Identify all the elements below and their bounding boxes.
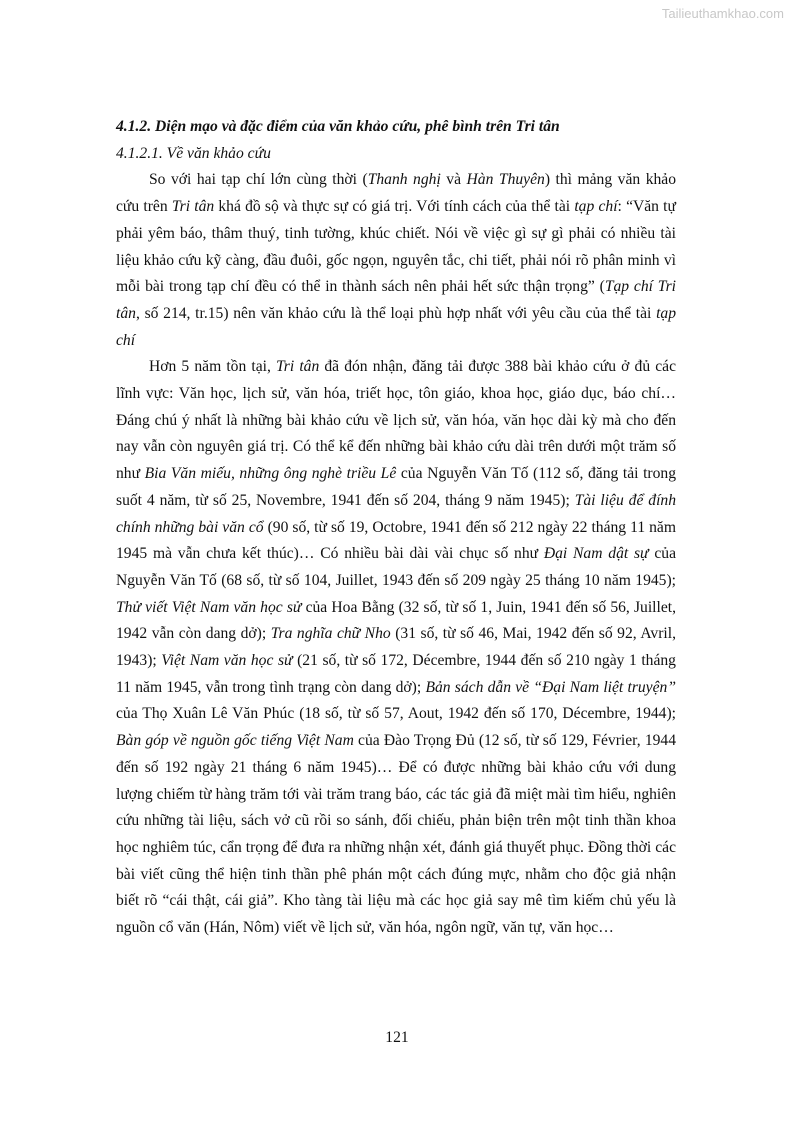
italic-text-run: Tra nghĩa chữ Nho <box>270 625 391 643</box>
watermark: Tailieuthamkhao.com <box>661 6 784 21</box>
italic-text-run: tạp chí <box>116 304 676 349</box>
italic-text-run: Thử viết Việt Nam văn học sử <box>116 598 302 616</box>
text-run: của Đào Trọng Đủ (12 số, từ số 129, Février, 1944 đến số 192 ngày 21 tháng 6 năm 1945)… Để có được những bài khảo cứu với dung lượng chiếm từ hàng trăm tới vài trăm trang báo, các tác giả đã miệt mài tìm hiểu, nghiên cứu những tài liệu, sách vở cũ rồi so sánh, đối chiếu, phản biện trên một tinh thần khoa học nghiêm túc, cẩn trọng để đưa ra những nhận xét, đánh giá thuyết phục. Đồng thời các bài viết cũng thể hiện tinh thần phê phán một cách đúng mực, nhằm cho độc giả nhận biết rõ “cái thật, cái giả”. Kho tàng tài liệu mà các học giả say mê tìm kiếm chủ yếu là nguồn cổ văn (Hán, Nôm) viết về lịch sử, văn hóa, ngôn ngữ, văn tự, văn học… <box>116 732 677 937</box>
italic-text-run: Bản sách dẫn về “Đại Nam liệt truyện” <box>425 678 676 696</box>
text-run: (21 số, từ số 172, Décembre, 1944 đến số 210 ngày 1 tháng 11 năm 1945, vẫn trong tình trạng còn dang dở); <box>116 652 676 696</box>
italic-text-run: tạp chí <box>574 198 618 216</box>
text-run: khá đồ sộ và thực sự có giá trị. Với tính cách của thể tài <box>214 198 575 216</box>
text-run: , số 214, tr.15) nên văn khảo cứu là thể loại phù hợp nhất với yêu cầu của thể tài <box>135 304 657 322</box>
text-run: : “Văn tự phải yêm báo, thâm thuý, tinh tường, khúc chiết. Nói về việc gì sự gì phải có nhiều tài liệu khảo cứu kỹ càng, đầu đuôi, gốc ngọn, nguyên tắc, chi tiết, phải nói rõ phân minh vì mỗi bài trong tạp chí đều có thể in thành sách nên phải hết sức thận trọng” ( <box>116 198 676 296</box>
italic-text-run: Tài liệu để đính chính những bài văn cổ <box>116 491 676 536</box>
text-run: và <box>440 171 467 189</box>
text-run: của Hoa Bằng (32 số, từ số 1, Juin, 1941 đến số 56, Juillet, 1942 vẫn còn dang dở); <box>116 598 677 643</box>
page-content <box>116 114 676 942</box>
text-run: đã đón nhận, đăng tải được 388 bài khảo cứu ở đủ các lĩnh vực: Văn học, lịch sử, văn hóa, triết học, tôn giáo, khoa học, giáo dục, báo chí… Đáng chú ý nhất là những bài khảo cứu về lịch sử, văn hóa, văn học dài kỳ mà cho đến nay vẫn còn nguyên giá trị. Có thể kể đến những bài khảo cứu dài trên dưới một trăm số như <box>116 358 676 483</box>
italic-text-run: Thanh nghị <box>367 171 441 189</box>
subsection-heading: 4.1.2.1. Về văn khảo cứu <box>116 144 271 162</box>
italic-text-run: Hàn Thuyên <box>466 171 545 189</box>
text-run: (31 số, từ số 46, Mai, 1942 đến số 92, Avril, 1943); <box>116 625 676 670</box>
italic-text-run: Việt Nam văn học sử <box>161 652 293 670</box>
text-run: của Thọ Xuân Lê Văn Phúc (18 số, từ số 57, Aout, 1942 đến số 170, Décembre, 1944); <box>116 705 676 723</box>
text-run: của Nguyễn Văn Tố (112 số, đăng tải trong suốt 4 năm, từ số 25, Novembre, 1941 đến số 204, tháng 9 năm 1945); <box>116 465 677 509</box>
italic-text-run: Tri tân <box>171 198 215 216</box>
text-run: Hơn 5 năm tồn tại, <box>149 358 276 376</box>
italic-text-run: Bàn góp về nguồn gốc tiếng Việt Nam <box>116 732 354 750</box>
paragraph-2 <box>116 354 676 941</box>
text-run: của Nguyễn Văn Tố (68 số, từ số 104, Juillet, 1943 đến số 209 ngày 25 tháng 10 năm 1945); <box>116 545 677 589</box>
italic-text-run: Tạp chí Tri tân <box>116 278 676 322</box>
section-heading: 4.1.2. Diện mạo và đặc điểm của văn khảo cứu, phê bình trên Tri tân <box>116 118 560 135</box>
text-run: (90 số, từ số 19, Octobre, 1941 đến số 212 ngày 22 tháng 11 năm 1945 mà vẫn chưa kết thúc)… Có nhiều bài dài vài chục số như <box>116 518 676 563</box>
text-run: ) thì mảng văn khảo cứu trên <box>116 171 677 216</box>
italic-text-run: Bia Văn miếu, những ông nghè triều Lê <box>144 465 397 483</box>
italic-text-run: Tri tân <box>275 358 320 376</box>
paragraph-1 <box>116 167 676 354</box>
italic-text-run: Đại Nam dật sự <box>543 545 649 563</box>
page-number: 121 <box>385 1029 409 1046</box>
text-run: So với hai tạp chí lớn cùng thời ( <box>149 171 368 189</box>
